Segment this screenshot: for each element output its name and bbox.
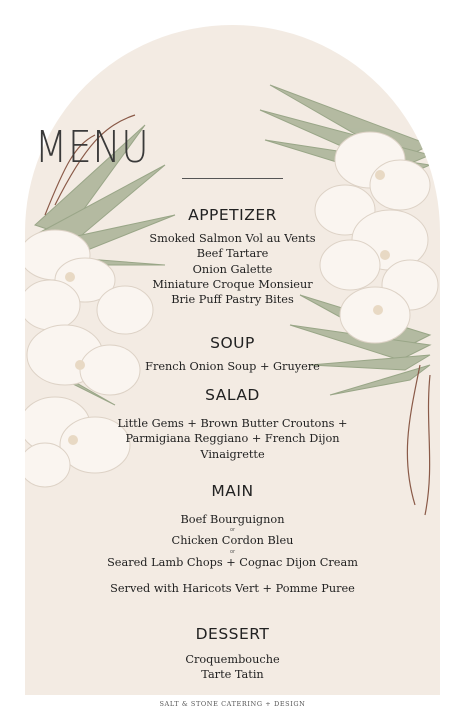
menu-item: Boef Bourguignon [180,513,285,526]
menu-item: Vinaigrette [200,447,265,461]
section-dessert [0,625,465,683]
section-appetizer [0,206,465,307]
section-main [0,482,465,596]
or-separator: or [229,548,236,555]
menu-item: Smoked Salmon Vol au Vents [149,232,316,245]
menu-item: Chicken Cordon Bleu [171,534,294,548]
section-heading: DESSERT [195,625,270,643]
section-soup [0,334,465,374]
menu-note: Served with Haricots Vert + Pomme Puree [110,581,355,595]
section-salad [0,386,465,462]
or-separator: or [229,527,236,534]
menu-item: Seared Lamb Chops + Cognac Dijon Cream [107,555,358,569]
section-heading: SALAD [205,386,260,404]
menu-item: French Onion Soup + Gruyere [145,360,320,373]
menu-item: Parmigiana Reggiano + French Dijon [125,432,340,446]
menu-item: Onion Galette [192,262,273,276]
section-heading: MAIN [211,482,254,500]
menu-item: Tarte Tatin [201,668,264,682]
footer-credit: SALT & STONE CATERING + DESIGN [159,700,306,708]
title-divider [182,178,283,179]
section-heading: SOUP [210,334,255,352]
menu-item: Miniature Croque Monsieur [152,277,313,291]
menu-title: MENU [34,122,150,173]
menu-item: Brie Puff Pastry Bites [171,293,294,307]
menu-item: Beef Tartare [196,247,269,261]
menu-item: Little Gems + Brown Butter Croutons + [117,417,348,430]
section-heading: APPETIZER [188,206,277,224]
menu-item: Croquembouche [185,653,280,666]
